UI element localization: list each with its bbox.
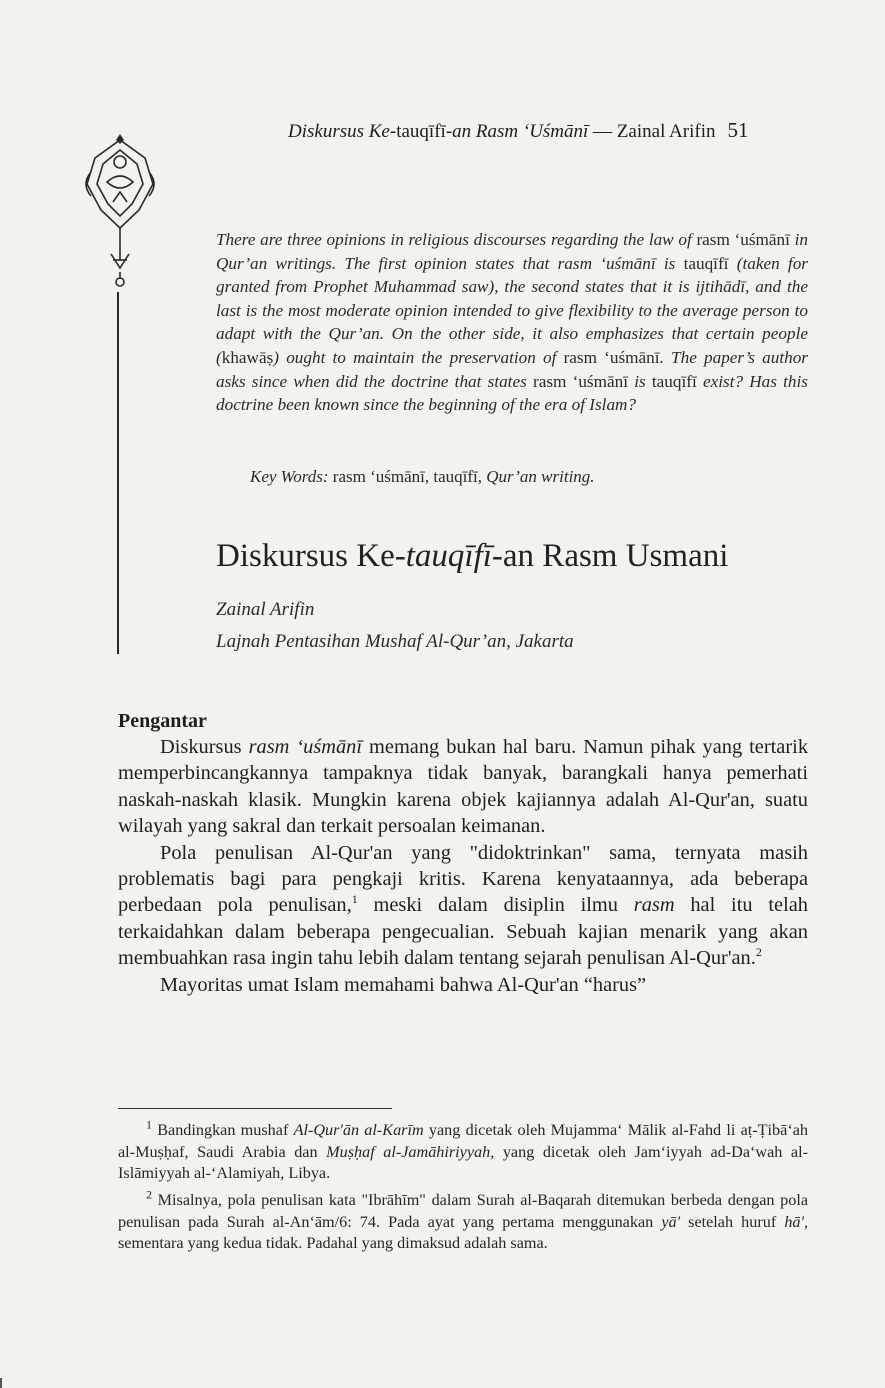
- article-title-part: -an Rasm Usmani: [491, 538, 729, 574]
- vertical-rule: [117, 292, 119, 654]
- article-title: [216, 538, 728, 575]
- running-header: [288, 118, 818, 143]
- header-author: — Zainal Arifin: [588, 121, 716, 142]
- paragraph: [118, 972, 808, 998]
- abstract: [216, 228, 808, 417]
- footnote-number: 2: [146, 1187, 152, 1202]
- keywords-terms-italic: Qur’an writing.: [486, 467, 595, 486]
- paragraph: [118, 840, 808, 972]
- page-number: 51: [727, 118, 749, 142]
- article-title-part: tauqīfī: [405, 538, 492, 574]
- header-title-part: -an Rasm ‘Uśmānī: [445, 121, 589, 142]
- body-text: [118, 734, 808, 998]
- author-name: Zainal Arifin: [216, 599, 315, 620]
- footnote-rule: [118, 1108, 392, 1109]
- text: sementara yang kedua tidak. Padahal yang dimaksud adalah sama.: [118, 1234, 548, 1253]
- keywords-label: Key Words:: [250, 467, 333, 486]
- abstract-text: . The paper’s author asks since when did the doctrine that states: [216, 347, 808, 391]
- abstract-text: (taken for granted from Prophet Muhammad saw), the second states that it is ijtihādī, and the last is the most moderate opinion intended to give flexibility to the average person to adapt with the Qur’an. On the other side, it also emphasizes that certain people (: [216, 253, 808, 367]
- text: yang dicetak oleh Jam‘iyyah ad-Da‘wah al-Islāmiyyah al-‘Alamiyah, Libya.: [118, 1142, 808, 1183]
- article-title-part: Diskursus Ke-: [216, 538, 406, 574]
- keywords: [250, 467, 595, 487]
- footnote-number: 1: [146, 1117, 152, 1132]
- text: Misalnya, pola penulisan kata "Ibrāhīm" dalam Surah al-Baqarah ditemukan berbeda dengan pola penulisan pada Surah al-An‘ām/6: 74. Pada ayat yang pertama menggunakan: [118, 1191, 808, 1231]
- header-title-part: Diskursus Ke-: [288, 121, 397, 142]
- abstract-text: exist? Has this doctrine been known since the beginning of the era of Islam?: [216, 371, 808, 415]
- section-heading: Pengantar: [118, 710, 207, 732]
- text: setelah huruf: [680, 1212, 785, 1231]
- footnote-2: [118, 1187, 809, 1255]
- text: meski dalam disiplin ilmu: [357, 894, 634, 917]
- text-italic: yā': [661, 1212, 681, 1231]
- text: Bandingkan mushaf: [152, 1121, 294, 1139]
- decorative-ornament-icon: [77, 132, 163, 302]
- keywords-terms: rasm ‘uśmānī, tauqīfī,: [332, 467, 487, 486]
- abstract-term: rasm ‘uśmānī: [563, 347, 660, 367]
- abstract-term: rasm ‘uśmānī: [532, 371, 628, 391]
- text: Pola penulisan Al-Qur'an yang "didoktrinkan" sama, ternyata masih problematis bagi para pengkaji kritis. Karena kenyataannya, ada beberapa perbedaan pola penulisan,: [118, 841, 808, 917]
- text: yang dicetak oleh Mujamma‘ Mālik al-Fahd li aṭ-Ṭibā‘ah al-Muṣḥaf, Saudi Arabia dan: [118, 1121, 808, 1161]
- text-italic: Al-Qur'ān al-Karīm: [293, 1121, 424, 1139]
- text: hal itu telah terkaidahkan dalam beberapa pengecualian. Sebuah kajian menarik yang akan membuahkan rasa ingin tahu lebih dalam tentang sejarah penulisan Al-Qur'an.: [118, 894, 808, 970]
- header-title-part: tauqīfī: [396, 121, 446, 142]
- footnote-1: [118, 1117, 808, 1185]
- abstract-term: rasm ‘uśmānī: [696, 230, 790, 249]
- scan-edge-mark: [0, 1378, 2, 1388]
- abstract-text: in Qur’an writings. The first opinion states that rasm ‘uśmānī is: [216, 230, 809, 273]
- abstract-term: tauqīfī: [683, 253, 729, 273]
- abstract-text: ) ought to maintain the preservation of: [273, 347, 564, 367]
- paragraph: [118, 734, 808, 840]
- footnote-ref[interactable]: 1: [351, 892, 358, 907]
- abstract-term: tauqīfī: [651, 371, 697, 391]
- text: memang bukan hal baru. Namun pihak yang tertarik memperbincangkannya tampaknya tidak banyak, barangkali hanya pemerhati naskah-naskah klasik. Mungkin karena objek kajiannya adalah Al-Qur'an, suatu wilayah yang sakral dan terkait persoalan keimanan.: [118, 736, 809, 838]
- text-italic: Muṣḥaf al-Jamāhiriyyah,: [326, 1142, 495, 1161]
- author-affiliation: Lajnah Pentasihan Mushaf Al-Qur’an, Jakarta: [216, 631, 574, 652]
- text: Diskursus: [160, 736, 249, 758]
- abstract-text: There are three opinions in religious discourses regarding the law of: [216, 230, 697, 249]
- text: Mayoritas umat Islam memahami bahwa Al-Qur'an “harus”: [160, 973, 647, 996]
- text-italic: rasm: [633, 894, 675, 917]
- text-italic: hā',: [784, 1212, 809, 1231]
- text-italic: rasm ‘uśmānī: [248, 736, 363, 758]
- footnote-ref[interactable]: 2: [755, 945, 762, 960]
- abstract-text: is: [627, 371, 652, 391]
- abstract-term: khawāṣ: [221, 347, 274, 367]
